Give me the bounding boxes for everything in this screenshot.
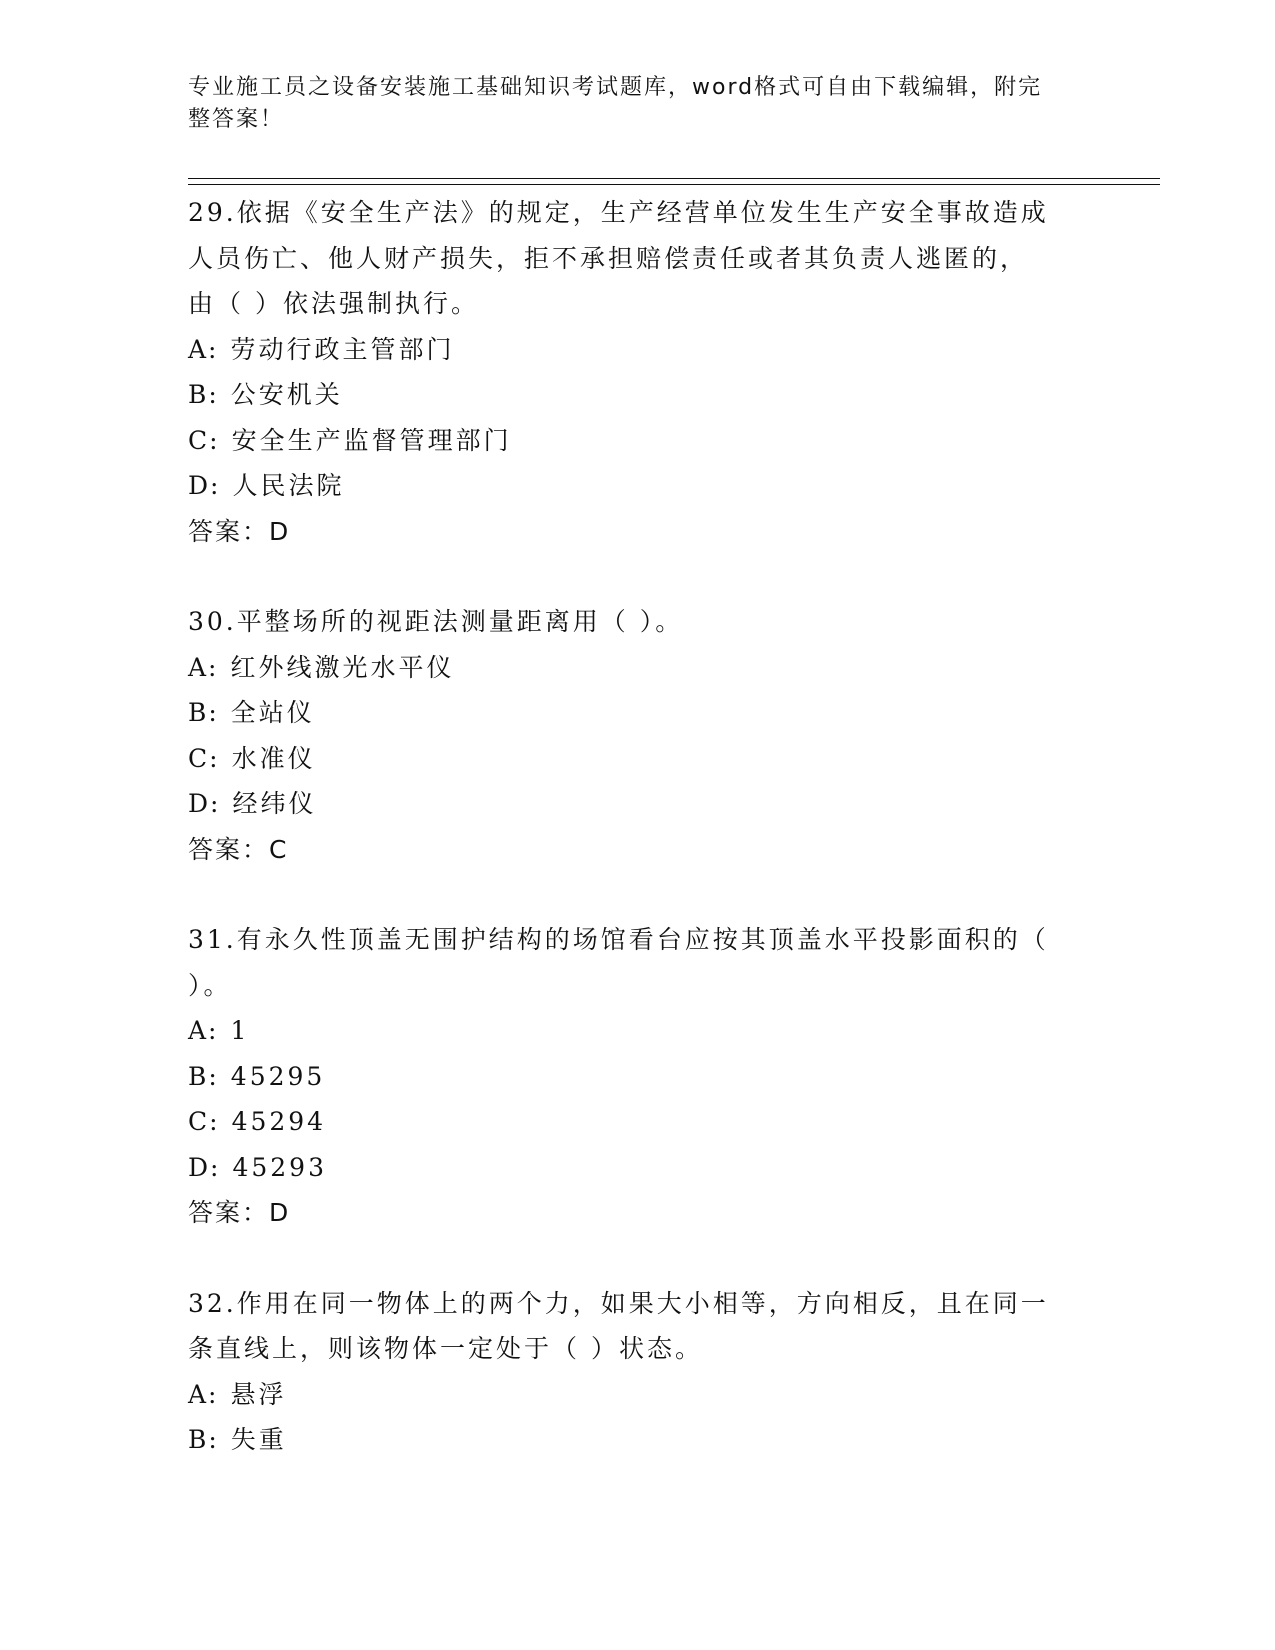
header-rule-top — [188, 178, 1160, 179]
option-text: 公安机关 — [230, 380, 343, 409]
option-a — [188, 1008, 1088, 1054]
option-text: 45293 — [232, 1152, 327, 1182]
question-29 — [188, 190, 1088, 554]
option-text: 安全生产监督管理部门 — [231, 425, 512, 455]
option-letter: D: — [188, 471, 221, 500]
option-c — [188, 736, 1088, 782]
option-letter: D: — [188, 1152, 221, 1182]
question-text-line: 人员伤亡、他人财产损失，拒不承担赔偿责任或者其负责人逃匿的， — [188, 243, 1029, 273]
header-rule-bottom — [188, 184, 1160, 185]
document-header — [188, 72, 1068, 136]
answer-line: 答案：C — [188, 834, 289, 864]
option-d — [188, 781, 1088, 827]
option-letter: C: — [188, 743, 220, 773]
option-letter: B: — [188, 1425, 219, 1454]
option-letter: B: — [188, 698, 219, 727]
option-b — [188, 1417, 1088, 1463]
question-text-line: 29.依据《安全生产法》的规定，生产经营单位发生生产安全事故造成 — [188, 198, 1049, 227]
question-text-line: 条直线上，则该物体一定处于（ ）状态。 — [188, 1334, 703, 1363]
option-text: 45295 — [230, 1061, 326, 1091]
option-text: 红外线激光水平仪 — [230, 652, 455, 682]
option-letter: D: — [188, 789, 221, 818]
question-text-line: 32.作用在同一物体上的两个力，如果大小相等，方向相反，且在同一 — [188, 1288, 1049, 1318]
question-30 — [188, 599, 1088, 872]
option-letter: C: — [188, 425, 220, 455]
option-letter: A: — [188, 334, 219, 364]
option-text: 悬浮 — [230, 1379, 287, 1409]
option-letter: C: — [188, 1107, 220, 1136]
option-text: 失重 — [230, 1425, 287, 1454]
option-d — [188, 1145, 1088, 1191]
answer-line: 答案：D — [188, 516, 291, 546]
option-c — [188, 418, 1088, 464]
option-letter: A: — [188, 1016, 219, 1045]
option-text: 人民法院 — [232, 471, 345, 500]
option-text: 劳动行政主管部门 — [230, 334, 455, 364]
option-letter: B: — [188, 380, 219, 409]
option-letter: A: — [188, 652, 219, 682]
option-b — [188, 1054, 1088, 1100]
question-text-line: ）。 — [188, 970, 232, 1000]
answer-line: 答案：D — [188, 1198, 291, 1227]
question-31 — [188, 917, 1088, 1236]
question-list — [188, 190, 1088, 1508]
option-letter: A: — [188, 1379, 219, 1409]
option-text: 1 — [230, 1016, 250, 1045]
option-text: 水准仪 — [231, 743, 316, 773]
option-text: 全站仪 — [230, 698, 315, 727]
question-text-line: 31.有永久性顶盖无围护结构的场馆看台应按其顶盖水平投影面积的（ — [188, 925, 1049, 954]
option-d — [188, 463, 1088, 509]
option-b — [188, 690, 1088, 736]
option-b — [188, 372, 1088, 418]
option-text: 经纬仪 — [232, 789, 317, 818]
question-text-line: 30.平整场所的视距法测量距离用（ ）。 — [188, 607, 684, 636]
option-letter: B: — [188, 1061, 219, 1091]
header-line-1: 专业施工员之设备安装施工基础知识考试题库，word格式可自由下载编辑，附完 — [188, 75, 1043, 100]
option-c — [188, 1099, 1088, 1145]
option-a — [188, 1372, 1088, 1418]
option-a — [188, 327, 1088, 373]
option-text: 45294 — [231, 1107, 327, 1136]
option-a — [188, 645, 1088, 691]
header-line-2: 整答案！ — [188, 107, 285, 132]
question-32 — [188, 1281, 1088, 1463]
question-text-line: 由（ ）依法强制执行。 — [188, 289, 479, 318]
